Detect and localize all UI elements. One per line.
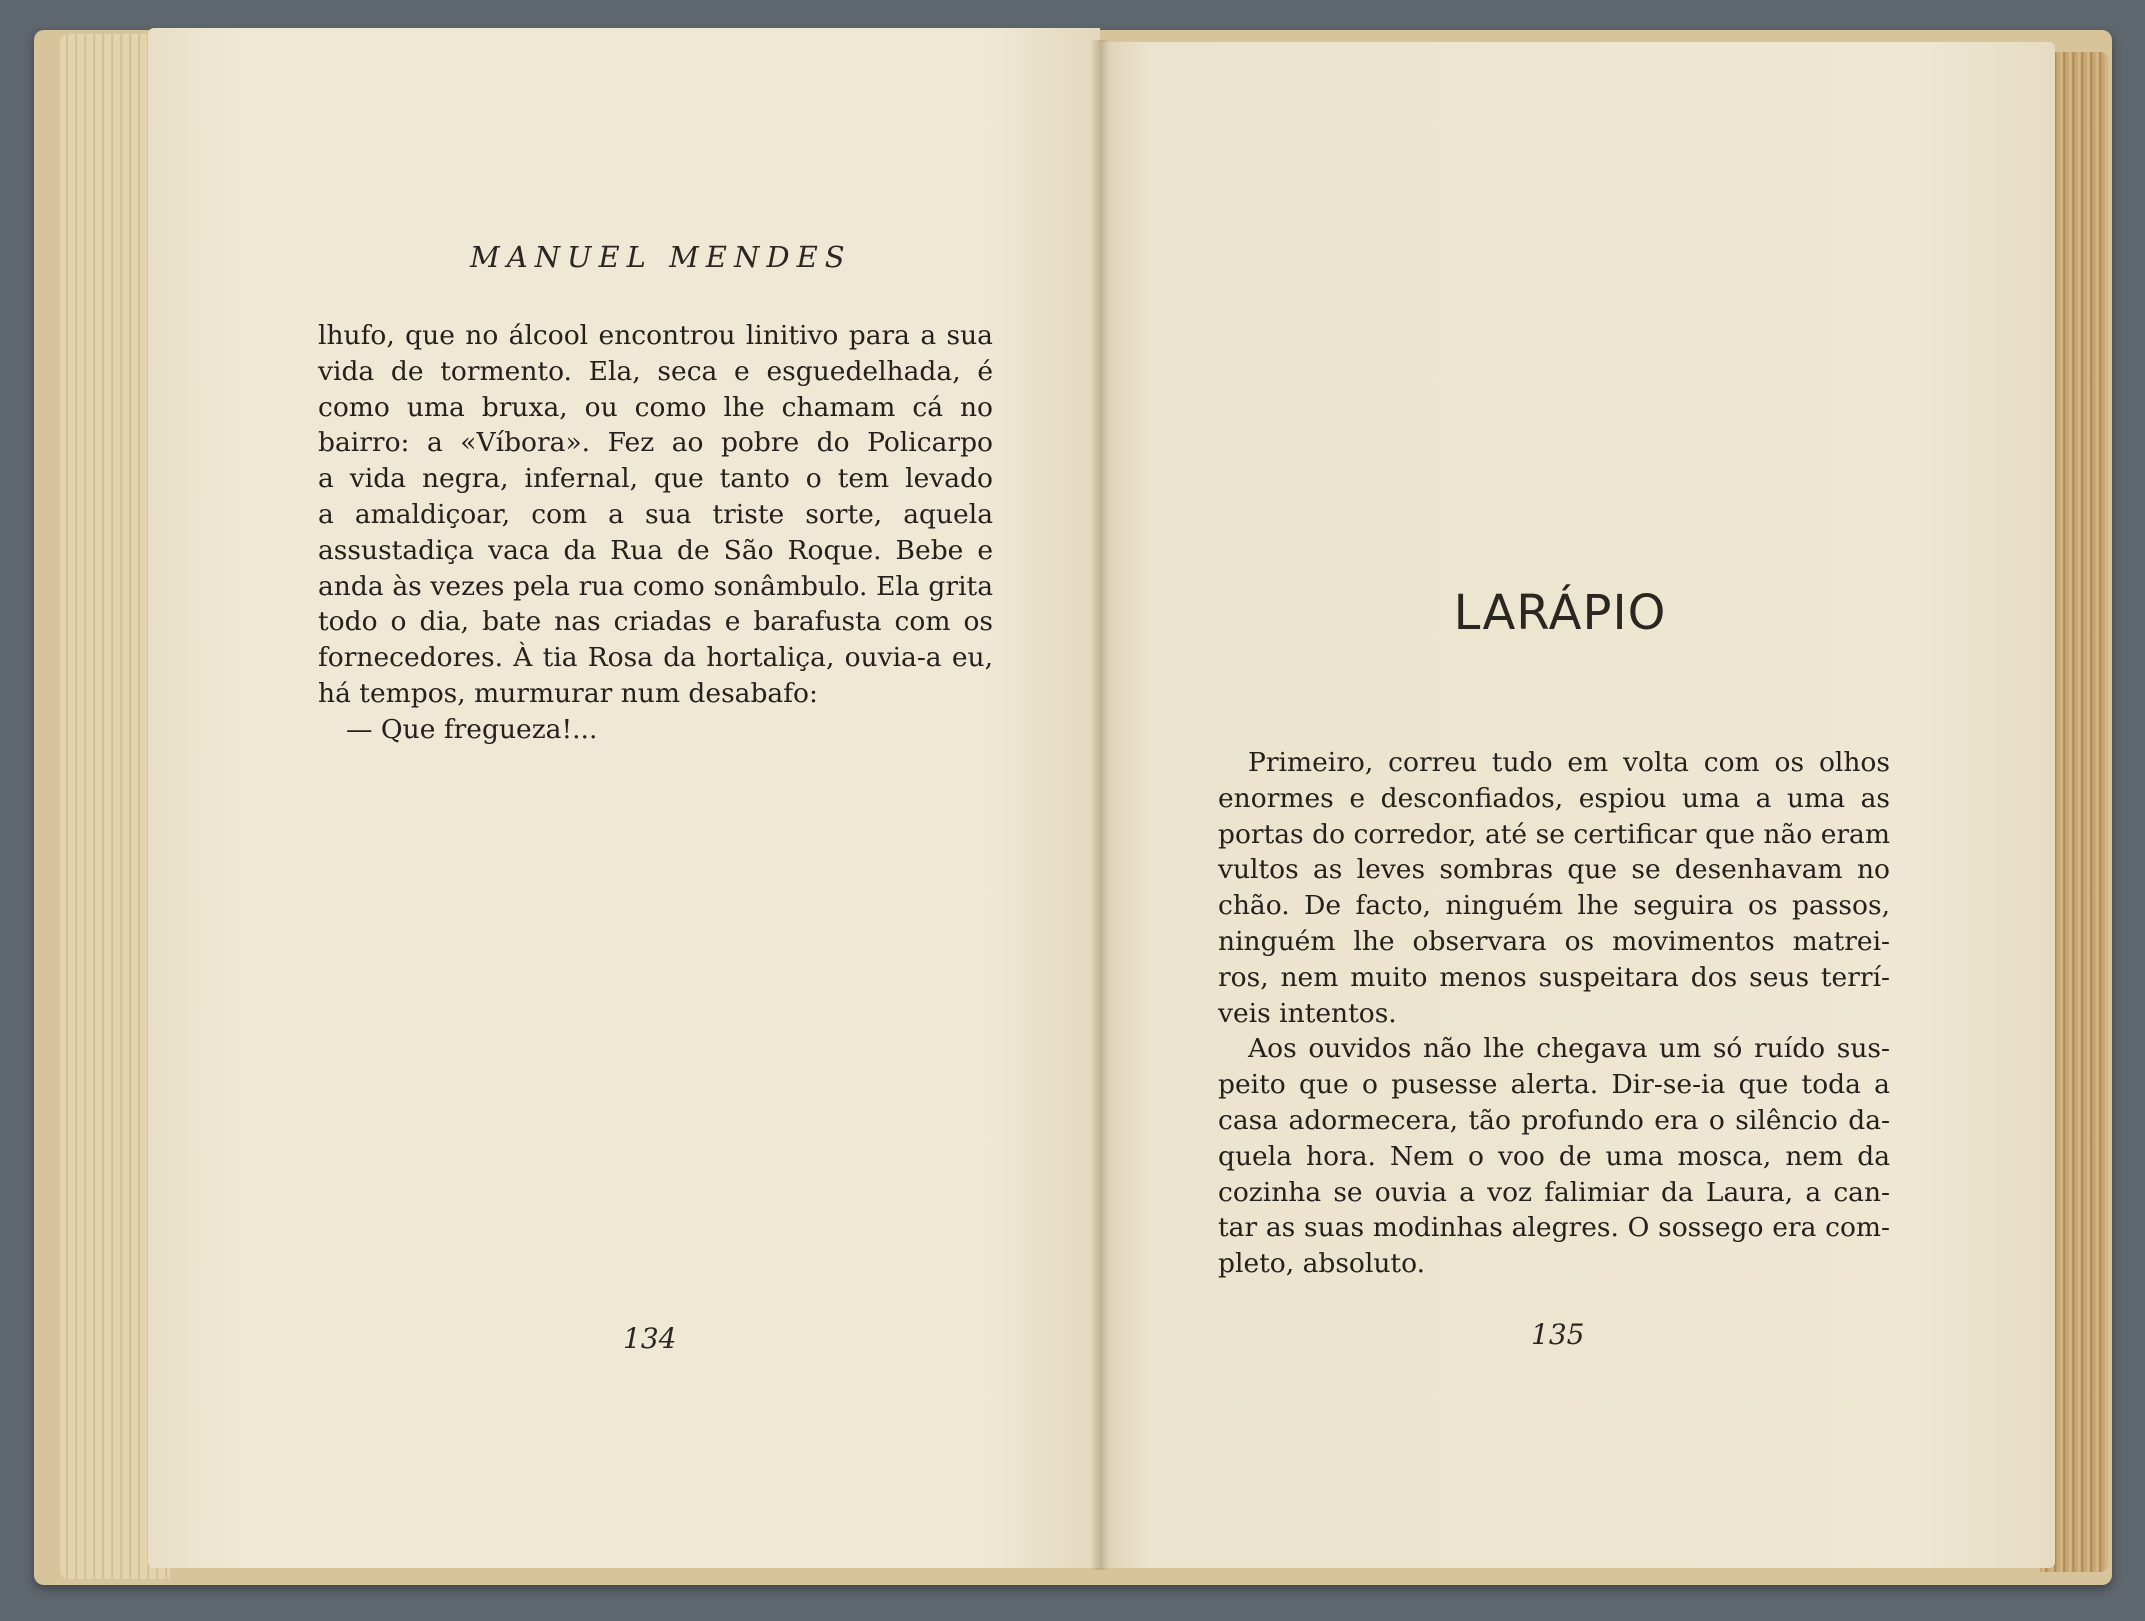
page-number-right: 135 (1531, 1318, 1585, 1351)
text-line: como uma bruxa, ou como lhe chamam cá no (318, 391, 993, 423)
text-line: portas do corredor, até se certificar que não eram (1218, 818, 1890, 850)
text-line: pleto, absoluto. (1218, 1248, 1425, 1280)
text-line: ninguém lhe observara os movimentos matrei- (1218, 925, 1890, 957)
text-line: cozinha se ouvia a voz falimiar da Laura, a can- (1218, 1176, 1890, 1208)
text-line: chão. De facto, ninguém lhe seguira os passos, (1218, 890, 1890, 922)
text-line: a amaldiçoar, com a sua triste sorte, aquela (318, 498, 993, 530)
text-line: Aos ouvidos não lhe chegava um só ruído sus- (1248, 1033, 1890, 1065)
text-line: enormes e desconfiados, espiou uma a uma as (1218, 782, 1890, 814)
text-line: vida de tormento. Ela, seca e esguedelhada, é (318, 355, 993, 387)
text-line: lhufo, que no álcool encontrou linitivo para a sua (318, 320, 993, 351)
chapter-title: LARÁPIO (1453, 585, 1667, 641)
text-line: anda às vezes pela rua como sonâmbulo. Ela grita (318, 570, 993, 602)
page-number-left: 134 (623, 1322, 677, 1355)
text-line: peito que o pusesse alerta. Dir-se-ia que toda a (1218, 1069, 1890, 1101)
text-line: tar as suas modinhas alegres. O sossego era com- (1218, 1212, 1890, 1244)
right-page-text (1218, 745, 1890, 1282)
text-line: bairro: a «Víbora». Fez ao pobre do Policarpo (318, 427, 993, 459)
text-line: fornecedores. À tia Rosa da hortaliça, ouvia-a eu, (318, 642, 993, 674)
text-line: a vida negra, infernal, que tanto o tem levado (318, 463, 993, 495)
book-gutter (1090, 40, 1110, 1570)
text-line: veis intentos. (1218, 997, 1397, 1029)
dialogue-line: — Que fregueza!... (346, 713, 598, 745)
text-line: assustadiça vaca da Rua de São Roque. Bebe e (318, 534, 993, 566)
text-line: há tempos, murmurar num desabafo: (318, 677, 818, 709)
text-line: ros, nem muito menos suspeitara dos seus terrí- (1218, 961, 1890, 993)
text-line: todo o dia, bate nas criadas e barafusta com os (318, 606, 993, 638)
running-head: MANUEL MENDES (470, 240, 852, 274)
text-line: Primeiro, correu tudo em volta com os olhos (1248, 747, 1890, 778)
text-line: quela hora. Nem o voo de uma mosca, nem da (1218, 1140, 1890, 1172)
text-line: casa adormecera, tão profundo era o silêncio da- (1218, 1104, 1890, 1136)
text-line: vultos as leves sombras que se desenhavam no (1218, 854, 1890, 886)
left-page-text (318, 318, 993, 748)
